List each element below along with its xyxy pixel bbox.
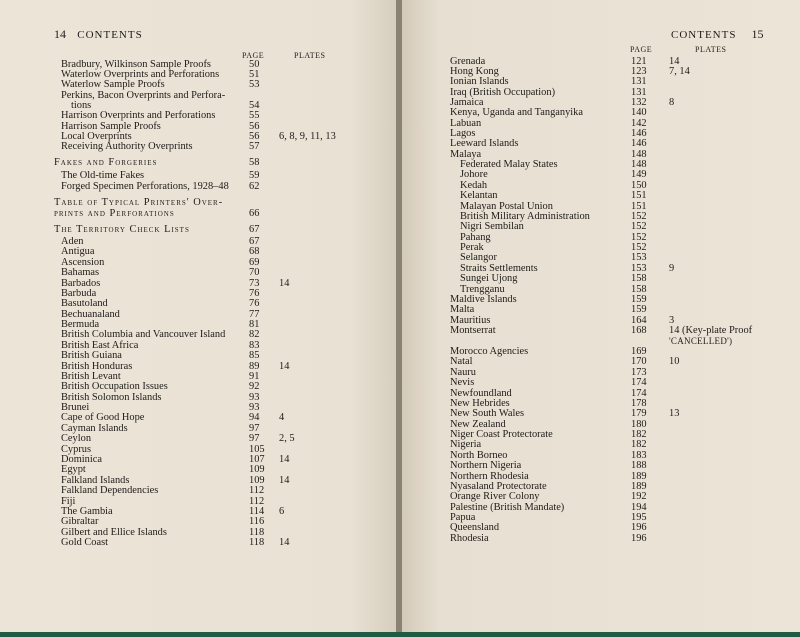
right-page: CONTENTS 15 PAGE PLATES Grenada 121 14 Hong Kong 123 7, 14 Ionian Islands 131 Iraq (British Occupation) 131 Jamaica 132 8 Kenya, Uganda and Tanganyika 140 Labuan 142 Lagos 146 Leeward Islands 146 Malaya 148 Federated Malay States 148 Johore 149 Kedah 150 Kelantan 151 Malayan Postal Union 151 British Military Administration 152 Nigri Sembilan 152 Pahang 152 Perak 152 Selangor 153 Straits Settlements 153 9 Sungei Ujong 158 Trengganu 158 Maldive Islands 159 Malta 159 Mauritius 164 3 Montserrat 168 14 (Key-plate Proof 'CANCELLED') Morocco Agencies 169 Natal 170 10 Nauru 173 Nevis 174 Newfoundland 174 New Hebrides 178 New South Wales 179 13 New Zealand 180 Niger Coast Protectorate 182 Nigeria 182 North Borneo 183 Northern Nigeria 188 Northern Rhodesia 189 Nyasaland Protectorate 189 Orange River Colony 192 Palestine (British Mandate) 194 Papua 195 Queensland 196 Rhodesia 196 — [400, 0, 800, 632]
left-col-page-header: PAGE — [242, 51, 265, 60]
right-running-head — [671, 27, 763, 42]
left-running-title: CONTENTS — [77, 29, 143, 41]
book-cover-edge — [0, 632, 800, 637]
right-running-title: CONTENTS — [671, 29, 737, 41]
right-col-page-header: PAGE — [630, 45, 653, 54]
left-running-head — [54, 27, 143, 42]
left-page: 14 CONTENTS PAGE PLATES Bradbury, Wilkinson Sample Proofs 50 Waterlow Overprints and Perforations 51 Waterlow Sample Proofs 53 Perkins, Bacon Overprints and Perfora- tions 54 Harrison Overprints and Perforations 55 Harrison Sample Proofs 56 Local Overprints 56 6, 8, 9, 11, 13 Receiving Authority Overprints 57 Fakes and Forgeries 58 The Old-time Fakes 59 Forged Specimen Perforations, 1928–48 62 Table of Typical Printers' Over- prints and Perforations 66 The Territory Check Lists 67 Aden 67 Antigua 68 Ascension 69 Bahamas 70 Barbados 73 14 Barbuda 76 Basutoland 76 Bechuanaland 77 Bermuda 81 British Columbia and Vancouver Island 82 British East Africa 83 British Guiana 85 British Honduras 89 14 British Levant 91 British Occupation Issues 92 British Solomon Islands 93 Brunei 93 Cape of Good Hope 94 4 Cayman Islands 97 Ceylon 97 2, 5 Cyprus 105 Dominica 107 14 Egypt 109 Falkland Islands 109 14 Falkland Dependencies 112 Fiji 112 The Gambia 114 6 Gibraltar 116 Gilbert and Ellice Islands 118 Gold Coast 118 14 — [0, 0, 398, 632]
right-col-plates-header: PLATES — [695, 45, 727, 54]
right-page-number: 15 — [751, 27, 764, 41]
book-gutter — [396, 0, 402, 637]
left-col-plates-header: PLATES — [294, 51, 326, 60]
left-page-number: 14 — [54, 27, 66, 41]
